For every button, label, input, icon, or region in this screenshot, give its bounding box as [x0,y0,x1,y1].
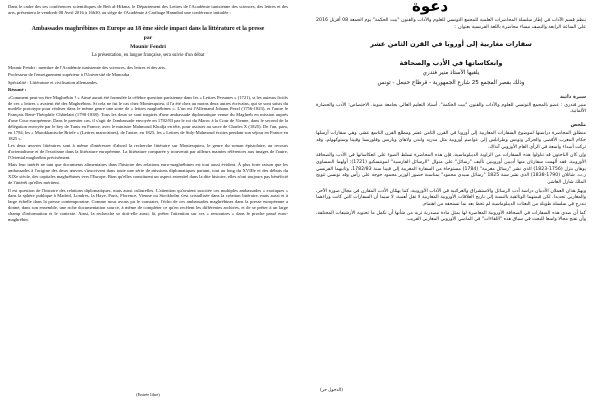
french-body-paragraph: Mais leur intérêt ne tant que documents alimentaires dans l'histoire des relations euro-maghrébines est tout aussi évident. À plus forte raison que les ambassades à l'origine des deux œuvres s'inscrivent dans toute une série de missions diplomatiques partant, tout au long du XVIIIe et des débuts du XIXe siècle, des capitales maghrébines vers l'Europe. Bien qu'elles constituent un aspect essentiel dans la dite histoire, elles n'ont toujours pas bénéficié de l'intérêt qu'elles méritent. [8,162,288,186]
french-body-paragraph: «Comment peut-on être Maghrébin ? » Aimé aurait été formulée la célèbre question parisienne dans les « Lettres Persanes » (1721), si les auteurs fictifs de ces « lettres » avaient été des Maghrébins. Si cela ne fut le cas chez Montesquieu, il l'a été chez au moins deux autres écrivains, qui se sont saisis du modèle prototype pour réaliser dans le même genre une sorte de « lettres maghrébines ». L'un est l'Allemand Johann Pezzl (1756-1823), et l'autre le Français René-Théophile Châtelain (1790-1838). Tous les deux se sont inspirés d'une ambassade diplomatique venue du Maghreb en mission auprès d'une Cour européenne. Dans le premier cas, il s'agit de l'ambassade envoyée en 1782/83 par le roi du Maroc à la Cour de Vienne, dans le second de la délégation envoyée par le bey de Tunis en France, avec le ministre Mahmoud Khodja en tête, pour assister au sacre de Charles X (1825). De l'un, paru, en 1784, les « Marokkanische Briefe » (Lettres marocaines), de l'autre, en 1825, les « Lettres de Sidy-Mahmoud écrites pendant son séjour en France en 1825 ». [8,94,288,141]
french-bio-2: Professeur de l'enseignement supérieur à l'Université de Manouba . [8,72,132,78]
french-body-paragraph: Il est question de l'histoire des relations diplomatiques, mais aussi culturelles. L'attention qu'avaient suscitée ces multiples ambassades « exotiques » dans la sphère publique à Madrid, Londres, la Haye, Paris, Florence, Vienne ou Stockholm s'est cristallisée dans la création littéraire, mais aussi et à large échelle dans la presse contemporaine. Comme nous avons pu le constater, l'écho de ces ambassades maghrébines dans la presse européenne a donné, dans son ensemble, une riche documentation source, à même de compléter ce qu'en recèlent les différentes archives, et de se prêter à un large champ d'information et le contexte. Ainsi, la recherche se doit-elle aussi, là, prêter l'attention sur ces « rencontres » dans le proche passé euro-maghrébin. [8,187,288,222]
arabic-intro: ينظم قسم الآداب في إطار سلسلة المحاضرات العلمية للمجمع التونسي للعلوم والآداب والفنون "بيت الحكمة" يوم الجمعة 08 أفريل 2016 على الساعة الرابعة والنصف مساء محاضرة باللغة الفرنسية بعنوان : [316,18,586,30]
arabic-title-line-1: سفارات مغاربية إلى أوروبا في القرن الثامن عشر [370,40,532,49]
arabic-body-paragraph: كما أن صدى هذه السفارات في الصحافة الأوروبية المعاصرة لها يمثل مادة مصدرية ثرية من شأنها أن تكمل ما تحتويه الأرشيفات المختلفة، وأن تفتح مجالا واسعا للبحث في سياق هذه "اللقاءات" في الماضي الأوروبي المغاربي القريب. [316,210,586,223]
french-subtitle: La présentation, en langue française, sera suivie d'un débat [91,52,205,58]
french-bio-3: Spécialité : Littérature et civilisation allemandes. [8,79,99,85]
arabic-body-paragraph: منطلق المحاضرة دراستها لموضوع السفارات المغاربية إلى أوروبا في القرن الثامن عشر ومطلع القرن التاسع عشر، وهي سفارات أرسلها حكام المغرب الأقصى والجزائر وتونس وطرابلس إلى عواصم أوروبية مثل مدريد ولندن ولاهاي وباريس وفلورنسا وفيينا وستوكهولم، وقد تركت أصداء واسعة في الرأي العام الأوروبي آنذاك. [316,131,586,150]
arabic-body-paragraph: وإن كان الباحثون قد تناولوا هذه السفارات من الزاوية الديبلوماسية، فإن هذه المحاضرة تسلط الضوء على انعكاساتها في الأدب والصحافة الأوروبية. فقد ألهمت سفارتان منها أديبين أوروبيين تأليف "رسائل" على منوال "الرسائل الفارسية" لمونتسكيو (1721): أولهما النمساوي يوهان بتزل (1756-1823) الذي نشر "رسائل مغربية" (1784) مستوحاة من السفارة المغربية إلى فيينا سنة 1782/83، وثانيهما الفرنسي ر.ت. شاتلان (1790-1838) الذي نشر سنة 1825 "رسائل سيدي محمود" بمناسبة حضور الوزير محمود خوجة على رأس وفد تونسي تتويج الملك شارل العاشر. [316,153,587,185]
arabic-invitation-logo: دعوة [412,0,449,15]
french-intro: Dans le cadre des ses conférences scientifiques de Beït al-Hikma, le Département des Lettres de l'Académie tunisienne des sciences, des lettres et des arts, présentera le vendredi 08 Avril 2016 à 16h30, au siège de l'Académie à Carthage Hannibal une conférence intitulée : [8,4,288,15]
french-bio-1: Mounir Fendri : membre de l'Académie tunisienne des sciences, des lettres et des arts. [8,64,167,70]
arabic-bio: منير فندري : عضو بالمجمع التونسي للعلوم والآداب والفنون "بيت الحكمة". أستاذ التعليم العالي بجامعة منوبة. الاختصاص: الأدب والحضارة الألمانية. [316,102,586,115]
french-column [0,0,296,400]
arabic-speaker: يلقيها الأستاذ منير فندري [422,69,480,76]
arabic-footer: (الدخول حر) [320,387,343,393]
arabic-title-line-2: وانعكاساتها في الأدب والصحافة [399,58,503,67]
french-conference-title: Ambassades maghrébines en Europe au 18 ème siècle impact dans la littérature et la presse [31,25,265,32]
french-by: par [143,35,153,42]
arabic-bio-label: سيرة ذاتية [560,93,586,100]
arabic-column [300,0,600,400]
arabic-venue: وذلك بقصر المجمع 25 شارع الجمهورية - قرطاج حنبعل - تونس [377,79,525,86]
arabic-body-paragraph: ويهمّ هذان العملان الأدبيان دراسة أدب الرسائل والاستشراق والغرائبية في الآداب الأوروبية، كما يهمّان الأدب المقارن في مجال صورة الآخر، والمغاربي تحديدا. لكن قيمتهما الوثائقية بالنسبة إلى تاريخ العلاقات الأوروبية المغاربية لا تقل أهمية، لا سيما أن السفارات التي كانت وراءهما تندرج في سلسلة طويلة من البعثات الديبلوماسية لم تحظ بعد بما تستحقه من اهتمام. [316,188,586,207]
french-body-paragraph: Les deux œuvres littéraires sont à même d'intéresser d'abord la recherche littéraire sur Montesquieu, le genre du roman épistolaire, au recours d'orientalisme et de l'exotisme dans la littérature européenne. La littérature comparée y trouverait par ailleurs maintes références aux images de l'autre, l'Oriental maghrébin précisément. [8,143,288,160]
french-resume-label: Résumé : [8,87,27,93]
french-footer: (Entrée libre) [136,392,160,398]
french-speaker: Mounir Fendri [130,43,166,50]
arabic-summary-label: ملخص [570,122,586,129]
